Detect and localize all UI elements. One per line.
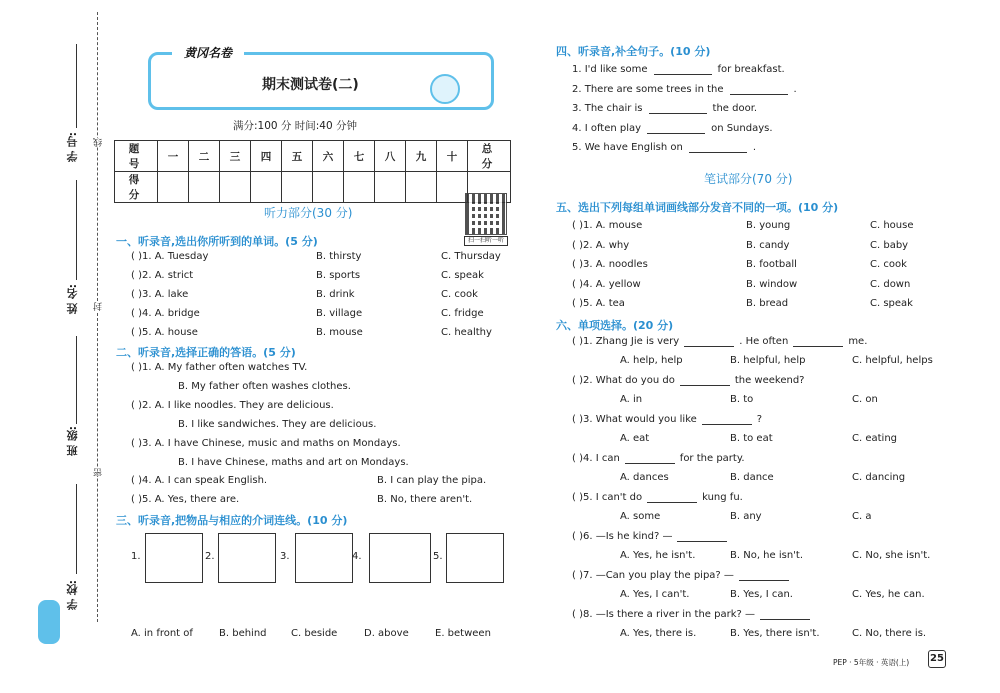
section-3-title: 三、听录音,把物品与相应的介词连线。(10 分) bbox=[116, 514, 348, 527]
score-cell[interactable] bbox=[282, 172, 313, 203]
s6-question-text: ( )7. —Can you play the pipa? — bbox=[572, 570, 734, 581]
score-header-cell: 四 bbox=[251, 141, 282, 172]
mascot-pencil-icon bbox=[38, 600, 60, 644]
margin-line-label: 线 bbox=[94, 138, 104, 147]
s5-item-a: ( )3. A. noodles bbox=[572, 259, 648, 270]
s4-item bbox=[572, 103, 757, 114]
s1-item-c: C. fridge bbox=[441, 308, 484, 319]
s6-option-a: A. help, help bbox=[620, 355, 683, 366]
s4-item-text: 4. I often play bbox=[572, 122, 642, 134]
s6-option-a: A. Yes, I can't. bbox=[620, 589, 690, 600]
qr-code-icon bbox=[465, 193, 507, 235]
score-cell[interactable] bbox=[189, 172, 220, 203]
score-cell[interactable] bbox=[375, 172, 406, 203]
answer-blank[interactable] bbox=[680, 376, 730, 386]
score-cell[interactable] bbox=[344, 172, 375, 203]
answer-blank[interactable] bbox=[625, 454, 675, 464]
s5-item-c: C. house bbox=[870, 220, 914, 231]
s2-line: ( )3. A. I have Chinese, music and maths on Mondays. bbox=[131, 438, 401, 449]
s6-option-c: C. a bbox=[852, 511, 872, 522]
section-5-title: 五、选出下列每组单词画线部分发音不同的一项。(10 分) bbox=[556, 201, 839, 214]
rabbit-mascot-icon bbox=[430, 74, 460, 104]
written-part-title: 笔试部分(70 分) bbox=[704, 172, 793, 186]
score-header-cell: 九 bbox=[406, 141, 437, 172]
s1-item-c: C. healthy bbox=[441, 327, 492, 338]
s6-option-c: C. helpful, helps bbox=[852, 355, 933, 366]
s6-question bbox=[572, 375, 804, 386]
s6-question-text: ( )5. I can't do bbox=[572, 492, 643, 503]
s3-preposition-option[interactable]: B. behind bbox=[219, 628, 267, 639]
s6-option-b: B. any bbox=[730, 511, 762, 522]
s2-line: ( )1. A. My father often watches TV. bbox=[131, 362, 308, 373]
s6-question-text: ( )3. What would you like bbox=[572, 414, 697, 425]
sandwich-picture[interactable] bbox=[218, 533, 276, 583]
s3-picture-number: 2. bbox=[205, 551, 215, 562]
s6-question-text: . He often bbox=[739, 336, 789, 347]
s6-question-text: ? bbox=[756, 414, 763, 425]
s1-item-a: ( )5. A. house bbox=[131, 327, 198, 338]
score-header-cell: 一 bbox=[158, 141, 189, 172]
score-header-cell: 十 bbox=[437, 141, 468, 172]
s6-option-b: B. helpful, help bbox=[730, 355, 806, 366]
s3-preposition-option[interactable]: E. between bbox=[435, 628, 491, 639]
s5-item-c: C. baby bbox=[870, 239, 909, 251]
s5-item-c: C. cook bbox=[870, 259, 907, 270]
s2-line: B. I have Chinese, maths and art on Mondays. bbox=[178, 457, 409, 468]
s6-option-b: B. Yes, I can. bbox=[730, 589, 793, 600]
s6-question-text: ( )4. I can bbox=[572, 453, 620, 464]
s1-item-c: C. Thursday bbox=[441, 251, 501, 262]
s4-item bbox=[572, 142, 756, 153]
s6-option-c: C. No, she isn't. bbox=[852, 550, 931, 561]
s5-item-a: ( )4. A. yellow bbox=[572, 278, 641, 290]
s4-item bbox=[572, 123, 773, 134]
s5-item-a: ( )1. A. mouse bbox=[572, 220, 643, 231]
score-cell[interactable] bbox=[437, 172, 468, 203]
s6-option-a: A. Yes, there is. bbox=[620, 628, 697, 639]
s6-option-c: C. Yes, he can. bbox=[852, 589, 925, 600]
s4-item-text: 2. There are some trees in the bbox=[572, 83, 724, 95]
s2-q5-option-a: ( )5. A. Yes, there are. bbox=[131, 494, 240, 505]
s3-picture-number: 1. bbox=[131, 551, 141, 562]
s6-option-b: B. dance bbox=[730, 472, 774, 483]
section-2-title: 二、听录音,选择正确的答语。(5 分) bbox=[116, 346, 296, 359]
s6-option-c: C. No, there is. bbox=[852, 628, 927, 639]
s4-item-tail: . bbox=[752, 142, 756, 153]
score-header-cell: 七 bbox=[344, 141, 375, 172]
s6-question bbox=[572, 336, 867, 347]
s4-item-tail: for breakfast. bbox=[717, 64, 785, 75]
s3-picture-number: 5. bbox=[433, 551, 443, 562]
score-cell[interactable] bbox=[220, 172, 251, 203]
s4-item bbox=[572, 84, 797, 95]
s1-item-a: ( )4. A. bridge bbox=[131, 308, 200, 319]
s6-question bbox=[572, 570, 794, 581]
number-blank[interactable] bbox=[76, 44, 77, 128]
s6-option-b: B. No, he isn't. bbox=[730, 550, 804, 561]
margin-sealed-label: 密 bbox=[94, 468, 104, 477]
s5-item-a: ( )5. A. tea bbox=[572, 298, 625, 309]
s6-question bbox=[572, 453, 745, 464]
score-header-cell: 总 分 bbox=[468, 141, 511, 172]
s2-line: ( )2. A. I like noodles. They are delicious. bbox=[131, 400, 334, 411]
section-1-title: 一、听录音,选出你所听到的单词。(5 分) bbox=[116, 235, 318, 248]
score-header-cell: 八 bbox=[375, 141, 406, 172]
s6-question-text: ( )1. Zhang Jie is very bbox=[572, 336, 680, 347]
s6-question bbox=[572, 414, 762, 425]
s4-item bbox=[572, 64, 785, 75]
s6-question-text: kung fu. bbox=[702, 492, 743, 503]
s3-picture-number: 3. bbox=[280, 551, 290, 562]
brand-logo: 黄冈名卷 bbox=[172, 44, 244, 62]
answer-blank[interactable] bbox=[702, 415, 752, 425]
answer-blank[interactable] bbox=[684, 337, 734, 347]
s3-preposition-option[interactable]: D. above bbox=[364, 628, 409, 639]
s1-item-b: B. sports bbox=[316, 270, 361, 281]
answer-blank[interactable] bbox=[793, 337, 843, 347]
s5-item-a: ( )2. A. why bbox=[572, 239, 630, 251]
s6-option-b: B. Yes, there isn't. bbox=[730, 628, 820, 639]
s6-option-a: A. some bbox=[620, 511, 661, 522]
mountain-picture[interactable] bbox=[446, 533, 504, 583]
page-title: 期末测试卷(二) bbox=[262, 77, 359, 93]
s2-line: B. My father often washes clothes. bbox=[178, 381, 351, 392]
score-cell[interactable] bbox=[158, 172, 189, 203]
answer-blank[interactable] bbox=[677, 532, 727, 542]
score-cell[interactable] bbox=[251, 172, 282, 203]
s5-item-c: C. speak bbox=[870, 298, 913, 309]
answer-blank[interactable] bbox=[647, 493, 697, 503]
s5-item-b: B. bread bbox=[746, 298, 789, 309]
village-picture[interactable] bbox=[369, 533, 431, 583]
score-cell[interactable] bbox=[313, 172, 344, 203]
score-header-cell: 三 bbox=[220, 141, 251, 172]
s6-question bbox=[572, 609, 815, 620]
answer-blank[interactable] bbox=[739, 571, 789, 581]
s3-preposition-option[interactable]: C. beside bbox=[291, 628, 338, 639]
exam-info: 满分:100 分 时间:40 分钟 bbox=[233, 120, 357, 132]
s6-option-a: A. in bbox=[620, 394, 643, 405]
s4-item-text: 3. The chair is bbox=[572, 103, 643, 114]
margin-number-label: 学 号: bbox=[66, 132, 79, 163]
s5-item-c: C. down bbox=[870, 278, 911, 290]
s6-option-c: C. on bbox=[852, 394, 878, 405]
answer-blank[interactable] bbox=[689, 143, 747, 153]
margin-name-label: 姓 名: bbox=[66, 284, 79, 315]
s5-item-b: B. candy bbox=[746, 239, 790, 251]
answer-blank[interactable] bbox=[654, 65, 712, 75]
s2-q4-option-b: B. I can play the pipa. bbox=[377, 475, 487, 486]
s1-item-b: B. village bbox=[316, 308, 363, 319]
class-blank[interactable] bbox=[76, 336, 77, 424]
answer-blank[interactable] bbox=[730, 85, 788, 95]
s6-question-text: for the party. bbox=[679, 453, 745, 464]
s1-item-b: B. mouse bbox=[316, 327, 363, 338]
score-header-cell: 五 bbox=[282, 141, 313, 172]
s6-question bbox=[572, 531, 732, 542]
score-header-cell: 六 bbox=[313, 141, 344, 172]
flower-picture[interactable] bbox=[295, 533, 353, 583]
s1-item-c: C. speak bbox=[441, 270, 484, 281]
s6-option-a: A. Yes, he isn't. bbox=[620, 550, 696, 561]
s4-item-tail: . bbox=[793, 83, 797, 95]
footer-text: PEP · 5年级 · 英语(上) bbox=[833, 658, 910, 667]
s4-item-tail: the door. bbox=[712, 103, 758, 114]
qr-caption: 扫一扫听一听 bbox=[464, 236, 508, 246]
margin-school-label: 学 校: bbox=[66, 580, 79, 611]
hamburger-picture[interactable] bbox=[145, 533, 203, 583]
score-header-cell: 二 bbox=[189, 141, 220, 172]
s1-item-a: ( )2. A. strict bbox=[131, 270, 194, 281]
s1-item-b: B. drink bbox=[316, 289, 355, 300]
s6-question-text: ( )2. What do you do bbox=[572, 375, 675, 386]
s6-option-c: C. eating bbox=[852, 433, 898, 444]
page-number: 25 bbox=[928, 650, 946, 668]
s6-question-text: the weekend? bbox=[734, 375, 805, 386]
s1-item-c: C. cook bbox=[441, 289, 478, 300]
s6-option-b: B. to eat bbox=[730, 433, 773, 444]
score-cell[interactable] bbox=[406, 172, 437, 203]
s6-question-text: ( )6. —Is he kind? — bbox=[572, 531, 673, 542]
s3-preposition-option[interactable]: A. in front of bbox=[131, 628, 193, 639]
margin-class-label: 班 级: bbox=[66, 426, 79, 457]
s6-question bbox=[572, 492, 743, 503]
listening-part-title: 听力部分(30 分) bbox=[264, 206, 353, 220]
answer-blank[interactable] bbox=[760, 610, 810, 620]
section-6-title: 六、单项选择。(20 分) bbox=[556, 319, 674, 332]
section-4-title: 四、听录音,补全句子。(10 分) bbox=[556, 45, 711, 58]
s2-q5-option-b: B. No, there aren't. bbox=[377, 494, 473, 505]
s6-question-text: me. bbox=[848, 336, 868, 347]
s6-question-text: ( )8. —Is there a river in the park? — bbox=[572, 609, 755, 620]
s6-option-a: A. eat bbox=[620, 433, 650, 444]
answer-blank[interactable] bbox=[649, 104, 707, 114]
s1-item-a: ( )3. A. lake bbox=[131, 289, 189, 300]
s6-option-c: C. dancing bbox=[852, 472, 906, 483]
s3-picture-number: 4. bbox=[352, 551, 362, 562]
answer-blank[interactable] bbox=[647, 124, 705, 134]
s5-item-b: B. football bbox=[746, 259, 797, 270]
s1-item-a: ( )1. A. Tuesday bbox=[131, 251, 209, 262]
score-row-label: 得 分 bbox=[115, 172, 158, 203]
school-blank[interactable] bbox=[76, 484, 77, 574]
s6-option-b: B. to bbox=[730, 394, 754, 405]
s5-item-b: B. window bbox=[746, 278, 798, 290]
s2-q4-option-a: ( )4. A. I can speak English. bbox=[131, 475, 268, 486]
score-header-cell: 题 号 bbox=[115, 141, 158, 172]
s4-item-text: 5. We have English on bbox=[572, 142, 683, 153]
s1-item-b: B. thirsty bbox=[316, 251, 362, 262]
s6-option-a: A. dances bbox=[620, 472, 669, 483]
binding-dashed-line bbox=[97, 12, 98, 622]
name-blank[interactable] bbox=[76, 180, 77, 280]
margin-seal-label: 封 bbox=[94, 302, 104, 311]
score-table bbox=[114, 140, 511, 203]
s5-item-b: B. young bbox=[746, 220, 791, 231]
s4-item-tail: on Sundays. bbox=[711, 122, 773, 134]
s4-item-text: 1. I'd like some bbox=[572, 64, 648, 75]
s2-line: B. I like sandwiches. They are delicious. bbox=[178, 419, 377, 430]
